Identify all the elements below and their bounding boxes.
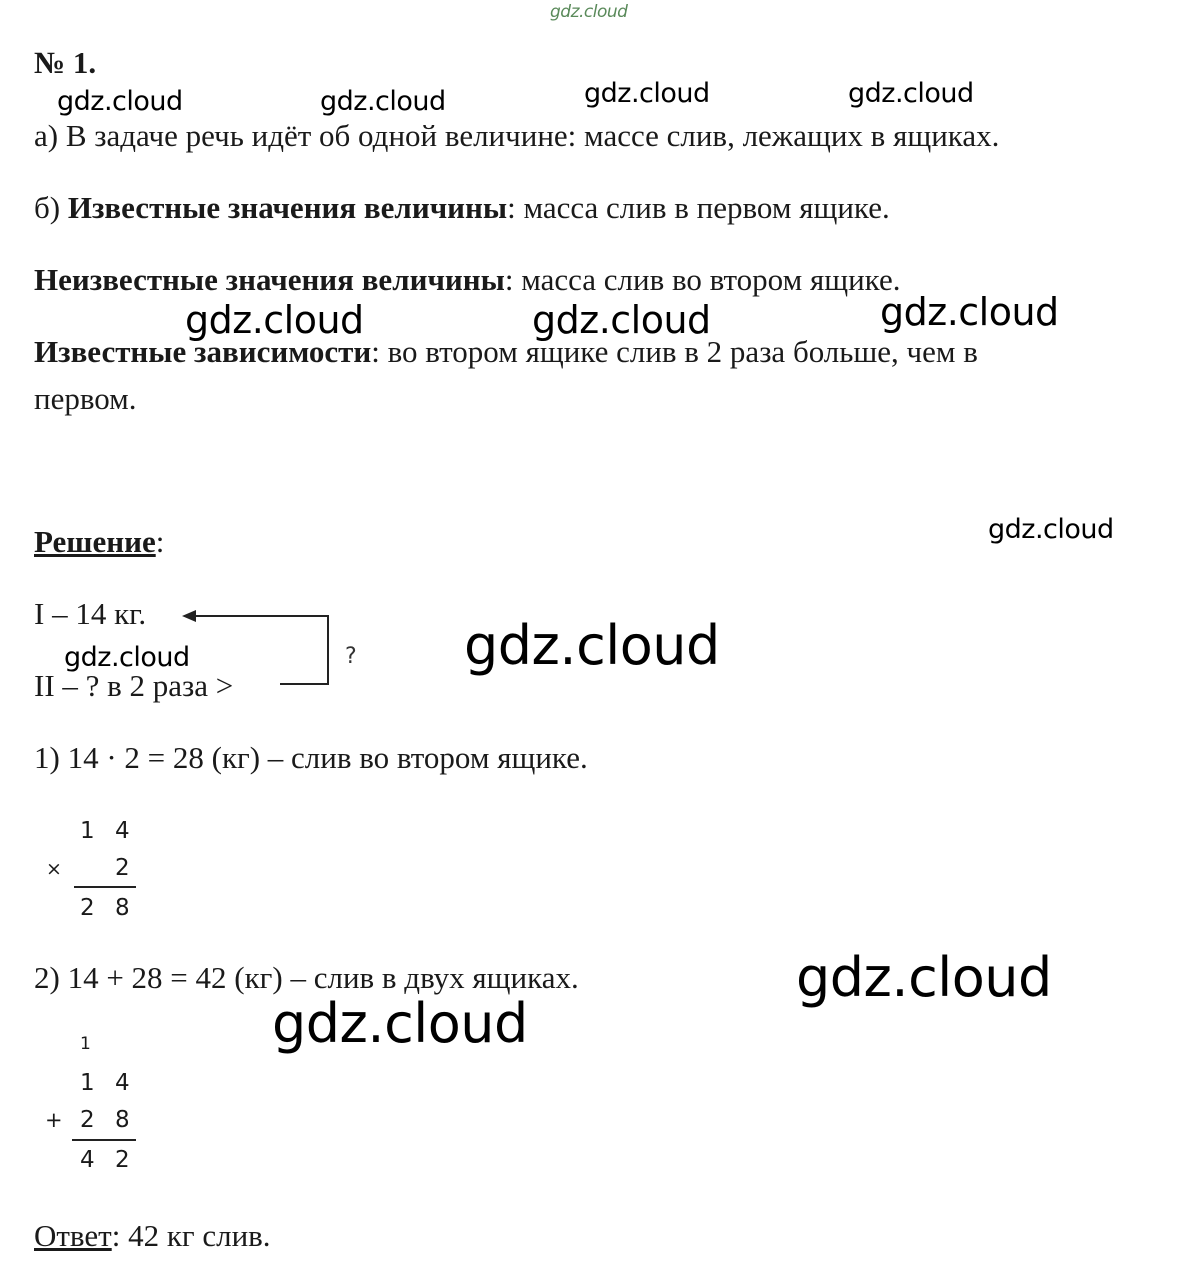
answer-text: : 42 кг слив.: [111, 1218, 271, 1253]
part-b-prefix: б): [34, 190, 68, 225]
add-underline: [72, 1139, 136, 1141]
answer-line: [34, 1220, 271, 1251]
known-values-text: : масса слив в первом ящике.: [507, 190, 890, 225]
add-bottom-digit: 8: [115, 1107, 130, 1133]
watermark: gdz.cloud: [185, 298, 364, 342]
mult-underline: [74, 886, 136, 888]
scheme-question-mark: ?: [345, 644, 357, 669]
watermark: gdz.cloud: [320, 86, 446, 117]
add-sign: +: [45, 1108, 63, 1132]
watermark: gdz.cloud: [848, 78, 974, 109]
watermark: gdz.cloud: [272, 992, 528, 1055]
mult-result-digit: 2: [80, 895, 95, 921]
watermark: gdz.cloud: [584, 78, 710, 109]
add-carry-digit: 1: [80, 1034, 91, 1054]
mult-sign: ×: [46, 858, 62, 880]
watermark: gdz.cloud: [57, 86, 183, 117]
part-a-text: а) В задаче речь идёт об одной величине: массе слив, лежащих в ящиках.: [34, 118, 1000, 153]
mult-result-digit: 8: [115, 895, 130, 921]
scheme-line-2: II – ? в 2 раза >: [34, 668, 234, 703]
watermark: gdz.cloud: [988, 514, 1114, 545]
watermark: gdz.cloud: [532, 298, 711, 342]
unknown-values-label: Неизвестные значения величины: [34, 262, 505, 297]
add-result-digit: 2: [115, 1147, 130, 1173]
watermark-top: gdz.cloud: [550, 2, 628, 22]
dependencies-continuation: первом.: [34, 381, 137, 416]
problem-number: № 1.: [34, 45, 97, 80]
solution-heading: Решение: [34, 524, 156, 559]
add-top-digit: 1: [80, 1070, 95, 1096]
scheme-line-1: I – 14 кг.: [34, 596, 147, 631]
dependencies-text: : во втором ящике слив в 2 раза больше, чем в: [371, 334, 978, 369]
mult-top-digit: 4: [115, 818, 130, 844]
answer-label: Ответ: [34, 1218, 112, 1253]
solution-heading-colon: :: [155, 524, 165, 559]
step-2-text: 2) 14 + 28 = 42 (кг) – слив в двух ящиках.: [34, 960, 579, 995]
add-bottom-digit: 2: [80, 1107, 95, 1133]
mult-top-digit: 1: [80, 818, 95, 844]
step-1-text: 1) 14 · 2 = 28 (кг) – слив во втором ящике.: [34, 740, 588, 775]
watermark: gdz.cloud: [880, 290, 1059, 334]
watermark: gdz.cloud: [464, 614, 720, 677]
unknown-values-text: : масса слив во втором ящике.: [504, 262, 901, 297]
dependencies-label: Известные зависимости: [34, 334, 372, 369]
watermark: gdz.cloud: [796, 946, 1052, 1009]
watermark: gdz.cloud: [64, 642, 190, 673]
known-values-label: Известные значения величины: [67, 190, 508, 225]
add-top-digit: 4: [115, 1070, 130, 1096]
add-result-digit: 4: [80, 1147, 95, 1173]
mult-bottom-digit: 2: [115, 855, 130, 881]
